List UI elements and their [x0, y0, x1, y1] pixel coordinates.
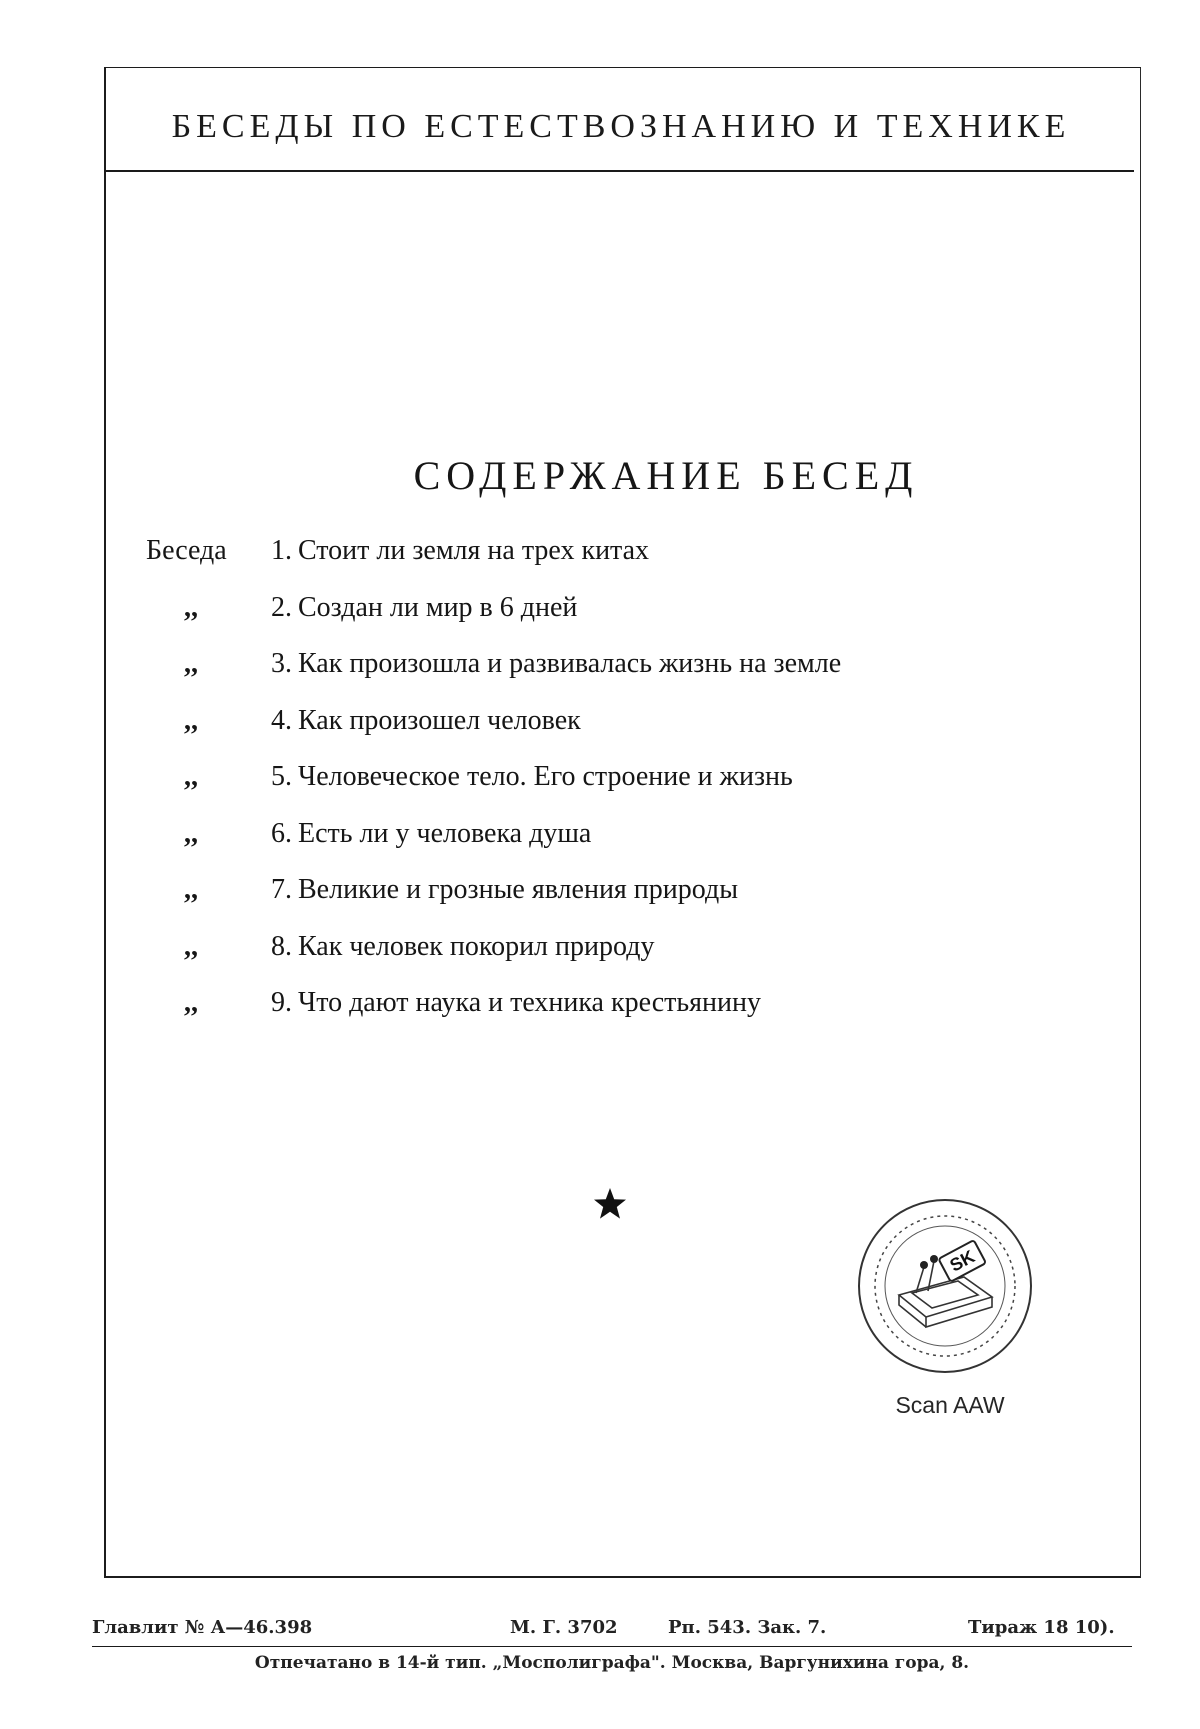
toc-item	[146, 874, 1106, 931]
toc-number: 9.	[271, 987, 292, 1018]
toc-number: 6.	[271, 817, 292, 849]
toc-number: 3.	[271, 648, 292, 679]
ditto-mark: ,,	[184, 817, 198, 849]
ditto-mark: ,,	[184, 874, 198, 905]
toc-item	[146, 648, 1106, 705]
scan-label: Scan AAW	[895, 1392, 1005, 1418]
ditto-mark: ,,	[184, 591, 198, 623]
ditto-mark: ,,	[184, 987, 198, 1018]
toc-item	[146, 818, 1106, 875]
toc-number: 1.	[271, 535, 292, 566]
glavlit-number: Главлит № А—46.398	[92, 1617, 313, 1638]
toc-number: 4.	[271, 704, 292, 736]
toc-number: 7.	[271, 874, 292, 905]
print-run: Тираж 18 10).	[968, 1617, 1115, 1638]
toc-title: Как произошел человек	[298, 704, 581, 736]
toc-item	[146, 705, 1106, 762]
star-icon	[592, 1186, 628, 1222]
mg-number: М. Г. 3702	[510, 1617, 618, 1638]
ditto-mark: ,,	[184, 930, 198, 962]
header-rule	[104, 170, 1134, 172]
contents-heading: СОДЕРЖАНИЕ БЕСЕД	[413, 453, 919, 498]
toc-item	[146, 535, 1106, 592]
toc-title: Создан ли мир в 6 дней	[298, 591, 578, 623]
toc-title: Как произошла и развивалась жизнь на земле	[298, 648, 842, 679]
toc-number: 8.	[271, 930, 292, 962]
toc-title: Как человек покорил природу	[298, 930, 655, 962]
imprint-line	[92, 1617, 1132, 1645]
scanner-stamp-icon	[854, 1195, 1036, 1377]
series-title: БЕСЕДЫ ПО ЕСТЕСТВОЗНАНИЮ И ТЕХНИКЕ	[171, 108, 1071, 145]
toc-title: Человеческое тело. Его строение и жизнь	[298, 761, 793, 792]
imprint-rule	[92, 1646, 1132, 1647]
toc-title: Что дают наука и техника крестьянину	[298, 987, 761, 1018]
toc-title: Стоит ли земля на трех китах	[298, 535, 650, 566]
toc-item	[146, 931, 1106, 988]
ditto-mark: ,,	[184, 761, 198, 792]
table-of-contents	[146, 535, 1106, 1044]
toc-item	[146, 987, 1106, 1044]
ditto-mark: ,,	[184, 648, 198, 679]
stamp-text: SK	[946, 1246, 978, 1276]
toc-prefix: Беседа	[146, 535, 227, 566]
toc-number: 2.	[271, 591, 292, 623]
ditto-mark: ,,	[184, 704, 198, 736]
order-number: Рп. 543. Зак. 7.	[668, 1617, 827, 1638]
printer-line: Отпечатано в 14-й тип. „Мосполиграфа". Москва, Варгунихина гора, 8.	[254, 1653, 970, 1673]
toc-title: Великие и грозные явления природы	[298, 874, 739, 905]
toc-title: Есть ли у человека душа	[298, 817, 592, 849]
toc-item	[146, 761, 1106, 818]
toc-number: 5.	[271, 761, 292, 792]
toc-item	[146, 592, 1106, 649]
